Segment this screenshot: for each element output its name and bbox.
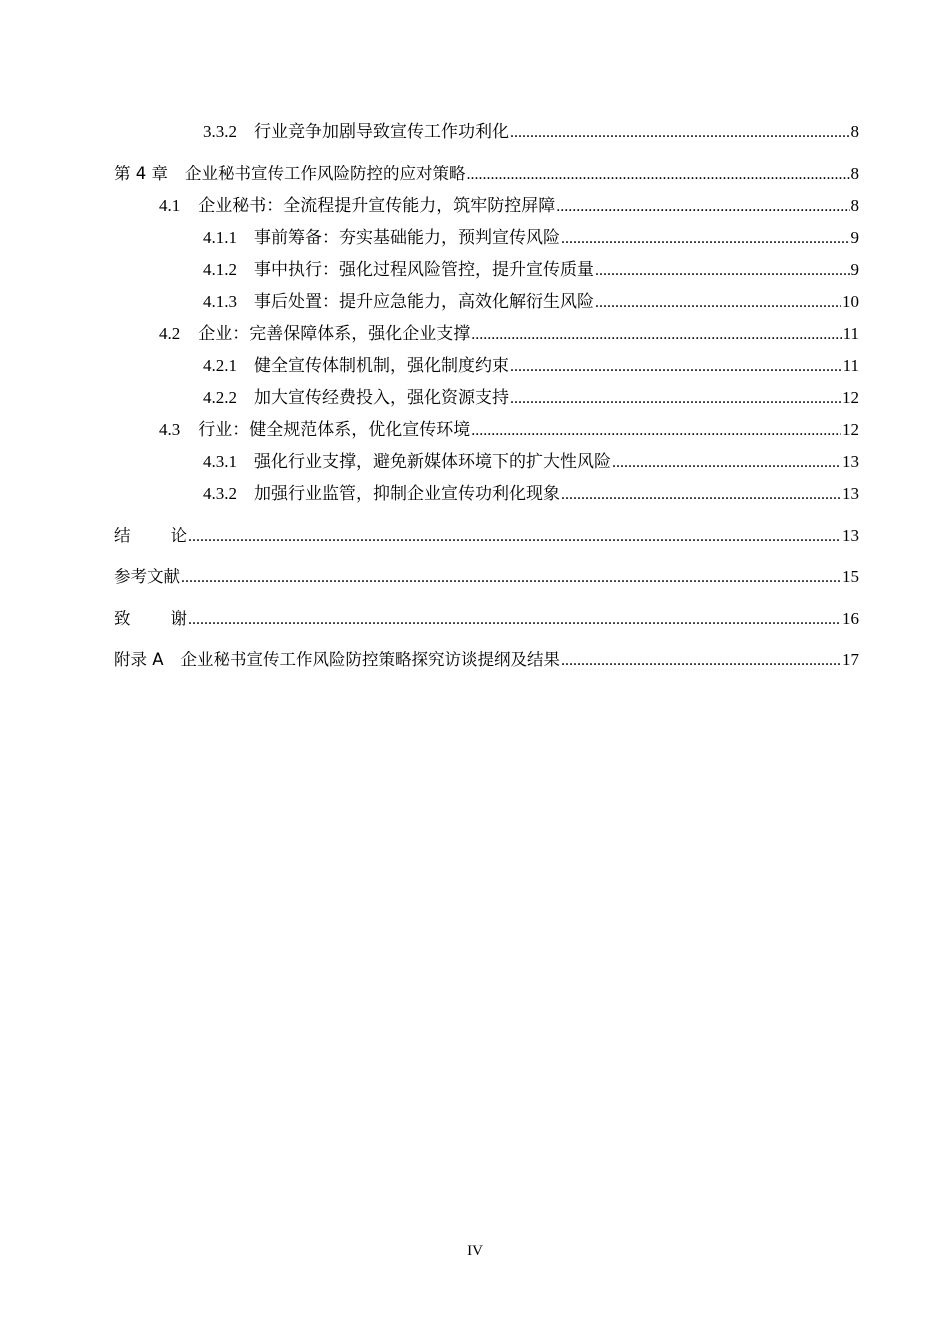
toc-entry-title: 健全宣传体制机制，强化制度约束 bbox=[254, 356, 509, 375]
toc-entry-title: 致谢 bbox=[114, 609, 227, 628]
toc-entry-page: 9 bbox=[850, 228, 859, 247]
toc-leader-dots bbox=[510, 122, 850, 144]
toc-entry[interactable] bbox=[159, 323, 859, 346]
toc-entry-number: 4.1.1 bbox=[203, 228, 237, 247]
toc-entry-title: 加大宣传经费投入，强化资源支持 bbox=[254, 388, 509, 407]
toc-entry-page: 16 bbox=[842, 609, 859, 628]
toc-entry-title: 参考文献 bbox=[114, 567, 180, 586]
toc-leader-dots bbox=[510, 356, 842, 378]
toc-entry[interactable] bbox=[159, 195, 859, 218]
toc-entry-page: 8 bbox=[850, 122, 859, 141]
toc-entry[interactable] bbox=[203, 291, 859, 314]
toc-entry-title: 行业竞争加剧导致宣传工作功利化 bbox=[254, 122, 509, 141]
toc-entry-title: 企业秘书宣传工作风险防控策略探究访谈提纲及结果 bbox=[180, 650, 561, 669]
toc-leader-dots bbox=[561, 484, 841, 506]
toc-leader-dots bbox=[471, 420, 841, 442]
toc-leader-dots bbox=[595, 292, 841, 314]
toc-entry[interactable] bbox=[203, 227, 859, 250]
toc-entry-number: 4.2.1 bbox=[203, 356, 237, 375]
toc-entry-number: 4.1.3 bbox=[203, 292, 237, 311]
toc-entry-number: 4.3 bbox=[159, 420, 181, 439]
toc-entry-number: 附录 A bbox=[114, 650, 164, 669]
toc-entry[interactable] bbox=[203, 451, 859, 474]
toc-entry-conclusion[interactable] bbox=[114, 525, 859, 548]
toc-entry-page: 10 bbox=[842, 292, 859, 311]
toc-entry-page: 13 bbox=[842, 452, 859, 471]
toc-entry-page: 13 bbox=[842, 526, 859, 545]
toc-entry-page: 12 bbox=[842, 388, 859, 407]
toc-entry-number: 第 4 章 bbox=[114, 164, 168, 183]
toc-entry-title: 事前筹备：夯实基础能力，预判宣传风险 bbox=[254, 228, 560, 247]
toc-entry-title: 事后处置：提升应急能力，高效化解衍生风险 bbox=[254, 292, 594, 311]
toc-entry-number: 4.1.2 bbox=[203, 260, 237, 279]
toc-entry-page: 17 bbox=[842, 650, 859, 669]
toc-entry[interactable] bbox=[203, 121, 859, 144]
toc-entry-page: 15 bbox=[842, 567, 859, 586]
toc-entry-number: 4.3.2 bbox=[203, 484, 237, 503]
toc-entry-appendix[interactable] bbox=[114, 649, 859, 672]
toc-entry-title: 企业秘书宣传工作风险防控的应对策略 bbox=[185, 164, 466, 183]
toc-entry-number: 4.2.2 bbox=[203, 388, 237, 407]
toc-leader-dots bbox=[510, 388, 841, 410]
toc-leader-dots bbox=[471, 324, 841, 346]
toc-entry-title: 强化行业支撑，避免新媒体环境下的扩大性风险 bbox=[254, 452, 611, 471]
toc-entry-page: 12 bbox=[842, 420, 859, 439]
toc-entry-number: 4.2 bbox=[159, 324, 181, 343]
toc-entry[interactable] bbox=[203, 483, 859, 506]
toc-entry-title: 加强行业监管，抑制企业宣传功利化现象 bbox=[254, 484, 560, 503]
toc-entry[interactable] bbox=[159, 419, 859, 442]
toc-leader-dots bbox=[612, 452, 841, 474]
toc-entry-page: 8 bbox=[850, 196, 859, 215]
toc-entry-acknowledgements[interactable] bbox=[114, 608, 859, 631]
toc-entry[interactable] bbox=[203, 259, 859, 282]
toc-entry[interactable] bbox=[203, 355, 859, 378]
toc-entry-title: 结论 bbox=[114, 526, 227, 545]
toc-leader-dots bbox=[467, 164, 850, 186]
toc-entry-page: 8 bbox=[850, 164, 859, 183]
page-number: IV bbox=[467, 1243, 483, 1259]
toc-leader-dots bbox=[188, 526, 841, 548]
toc-entry[interactable] bbox=[203, 387, 859, 410]
toc-leader-dots bbox=[561, 228, 850, 250]
toc-entry-number: 4.1 bbox=[159, 196, 181, 215]
toc-entry-chapter[interactable] bbox=[114, 163, 859, 186]
toc-entry-title: 企业：完善保障体系，强化企业支撑 bbox=[198, 324, 471, 343]
toc-entry-page: 9 bbox=[850, 260, 859, 279]
toc-entry-title: 企业秘书：全流程提升宣传能力，筑牢防控屏障 bbox=[198, 196, 556, 215]
toc-leader-dots bbox=[595, 260, 850, 282]
toc-entry-number: 3.3.2 bbox=[203, 122, 237, 141]
toc-leader-dots bbox=[188, 609, 841, 631]
toc-entry-title: 事中执行：强化过程风险管控，提升宣传质量 bbox=[254, 260, 594, 279]
toc-entry-page: 11 bbox=[842, 324, 859, 343]
toc-leader-dots bbox=[556, 196, 849, 218]
toc-leader-dots bbox=[561, 650, 841, 672]
toc-entry-page: 13 bbox=[842, 484, 859, 503]
toc-leader-dots bbox=[181, 567, 841, 589]
toc-entry-references[interactable] bbox=[114, 566, 859, 589]
toc-entry-page: 11 bbox=[842, 356, 859, 375]
toc-entry-number: 4.3.1 bbox=[203, 452, 237, 471]
toc-entry-title: 行业：健全规范体系，优化宣传环境 bbox=[198, 420, 471, 439]
